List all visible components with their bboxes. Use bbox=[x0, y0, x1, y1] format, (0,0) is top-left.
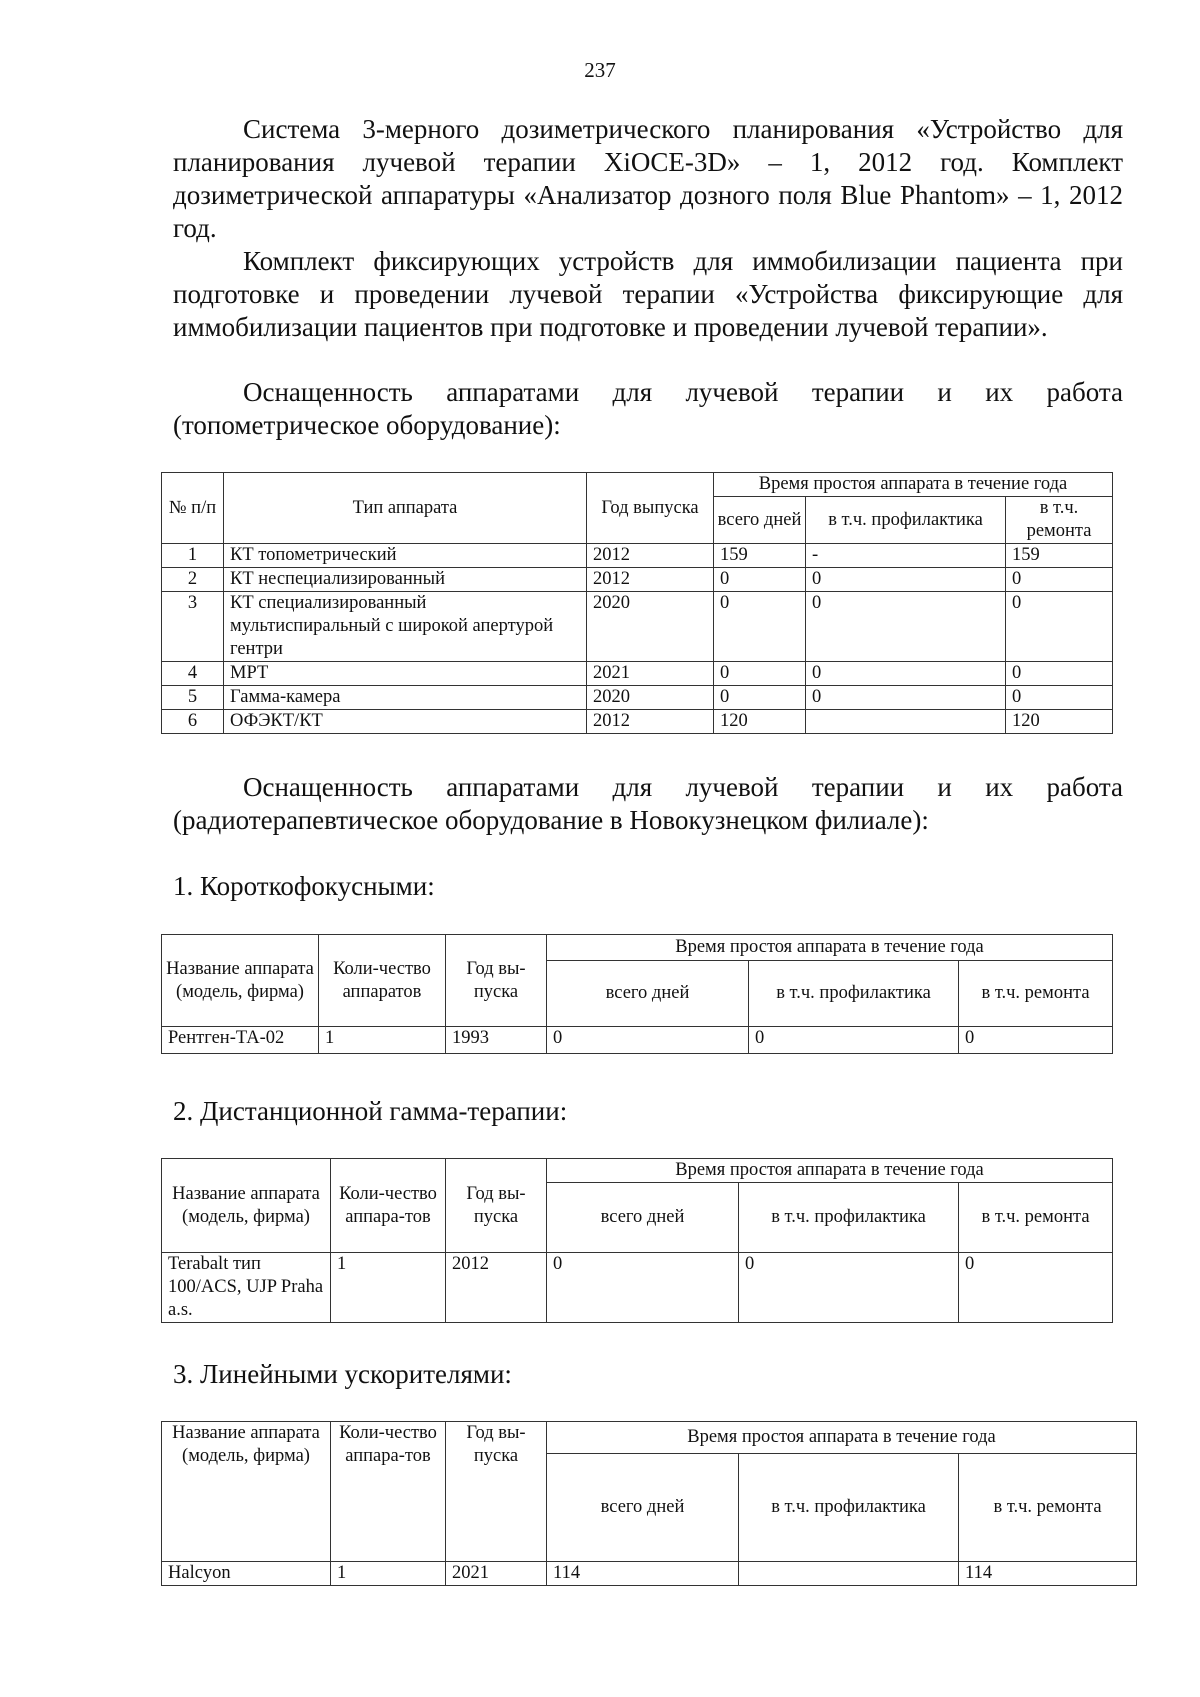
header-repair: в т.ч. ремонта bbox=[959, 1183, 1113, 1253]
cell-repair: 0 bbox=[1006, 592, 1113, 662]
cell-year: 2012 bbox=[587, 710, 714, 734]
header-year: Год вы-пуска bbox=[446, 1159, 547, 1253]
cell-year: 2020 bbox=[587, 686, 714, 710]
cell-repair: 0 bbox=[959, 1253, 1113, 1323]
cell-total: 0 bbox=[714, 592, 806, 662]
cell-prevention: 0 bbox=[806, 592, 1006, 662]
cell-num: 3 bbox=[162, 592, 224, 662]
cell-repair: 0 bbox=[959, 1027, 1113, 1054]
cell-repair: 0 bbox=[1006, 568, 1113, 592]
cell-num: 1 bbox=[162, 544, 224, 568]
table-row bbox=[162, 686, 1113, 710]
cell-prevention bbox=[806, 710, 1006, 734]
cell-prevention: 0 bbox=[739, 1253, 959, 1323]
cell-year: 2021 bbox=[446, 1562, 547, 1586]
header-repair: в т.ч. ремонта bbox=[1006, 497, 1113, 544]
header-prevention: в т.ч. профилактика bbox=[749, 961, 959, 1027]
header-prevention: в т.ч. профилактика bbox=[806, 497, 1006, 544]
cell-num: 5 bbox=[162, 686, 224, 710]
cell-repair: 0 bbox=[1006, 662, 1113, 686]
header-downtime: Время простоя аппарата в течение года bbox=[714, 473, 1113, 497]
paragraph-planning-system: Система 3-мерного дозиметрического планирования «Устройство для планирования лучевой терапии XiOCE-3D» – 1, 2012 год. Комплект дозиметрической аппаратуры «Анализатор дозного поля Blue Phantom» – 1, 2012 год. bbox=[173, 114, 1123, 243]
paragraph-fixation-devices: Комплект фиксирующих устройств для иммобилизации пациента при подготовке и проведении лучевой терапии «Устройства фиксирующие для иммобилизации пациентов при подготовке и проведении лучевой терапии». bbox=[173, 246, 1123, 342]
header-total-days: всего дней bbox=[714, 497, 806, 544]
cell-name: Halcyon bbox=[162, 1562, 331, 1586]
header-total-days: всего дней bbox=[547, 1454, 739, 1562]
table-row bbox=[162, 592, 1113, 662]
header-count: Коли-чество аппара-тов bbox=[331, 1422, 446, 1562]
section-heading-linear-accelerators: 3. Линейными ускорителями: bbox=[173, 1359, 512, 1389]
cell-year: 2012 bbox=[587, 568, 714, 592]
cell-year: 2012 bbox=[446, 1253, 547, 1323]
cell-total: 0 bbox=[547, 1027, 749, 1054]
cell-total: 0 bbox=[714, 662, 806, 686]
cell-repair: 120 bbox=[1006, 710, 1113, 734]
cell-name: Terabalt тип 100/ACS, UJP Praha a.s. bbox=[162, 1253, 331, 1323]
cell-repair: 0 bbox=[1006, 686, 1113, 710]
cell-year: 2020 bbox=[587, 592, 714, 662]
table-row bbox=[162, 710, 1113, 734]
header-count: Коли-чество аппара-тов bbox=[331, 1159, 446, 1253]
cell-repair: 159 bbox=[1006, 544, 1113, 568]
cell-prevention bbox=[739, 1562, 959, 1586]
header-downtime: Время простоя аппарата в течение года bbox=[547, 935, 1113, 961]
table-row bbox=[162, 1253, 1113, 1323]
cell-repair: 114 bbox=[959, 1562, 1137, 1586]
header-total-days: всего дней bbox=[547, 1183, 739, 1253]
header-prevention: в т.ч. профилактика bbox=[739, 1454, 959, 1562]
header-name: Название аппарата (модель, фирма) bbox=[162, 1159, 331, 1253]
cell-total: 114 bbox=[547, 1562, 739, 1586]
table-row bbox=[162, 662, 1113, 686]
header-name: Название аппарата (модель, фирма) bbox=[162, 935, 319, 1027]
cell-prevention: 0 bbox=[806, 662, 1006, 686]
cell-year: 2021 bbox=[587, 662, 714, 686]
header-year: Год вы-пуска bbox=[446, 1422, 547, 1562]
paragraph-radiotherapy-intro: Оснащенность аппаратами для лучевой терапии и их работа (радиотерапевтическое оборудование в Новокузнецком филиале): bbox=[173, 772, 1123, 835]
cell-total: 120 bbox=[714, 710, 806, 734]
page-number: 237 bbox=[584, 58, 616, 82]
cell-type: Гамма-камера bbox=[224, 686, 587, 710]
cell-prevention: 0 bbox=[806, 568, 1006, 592]
table-row bbox=[162, 568, 1113, 592]
short-focus-table bbox=[161, 934, 1113, 1054]
header-type: Тип аппарата bbox=[224, 473, 587, 544]
cell-prevention: 0 bbox=[806, 686, 1006, 710]
header-year: Год вы-пуска bbox=[446, 935, 547, 1027]
cell-total: 0 bbox=[714, 568, 806, 592]
header-total-days: всего дней bbox=[547, 961, 749, 1027]
section-heading-gamma-therapy: 2. Дистанционной гамма-терапии: bbox=[173, 1096, 568, 1126]
cell-total: 159 bbox=[714, 544, 806, 568]
cell-count: 1 bbox=[319, 1027, 446, 1054]
cell-year: 2012 bbox=[587, 544, 714, 568]
cell-type: КТ неспециализированный bbox=[224, 568, 587, 592]
header-prevention: в т.ч. профилактика bbox=[739, 1183, 959, 1253]
cell-total: 0 bbox=[714, 686, 806, 710]
cell-prevention: 0 bbox=[749, 1027, 959, 1054]
header-repair: в т.ч. ремонта bbox=[959, 1454, 1137, 1562]
cell-count: 1 bbox=[331, 1562, 446, 1586]
cell-type: ОФЭКТ/КТ bbox=[224, 710, 587, 734]
paragraph-topometric-intro: Оснащенность аппаратами для лучевой терапии и их работа (топометрическое оборудование): bbox=[173, 377, 1123, 440]
section-heading-short-focus: 1. Короткофокусными: bbox=[173, 871, 435, 901]
header-repair: в т.ч. ремонта bbox=[959, 961, 1113, 1027]
cell-num: 6 bbox=[162, 710, 224, 734]
header-count: Коли-чество аппаратов bbox=[319, 935, 446, 1027]
cell-type: МРТ bbox=[224, 662, 587, 686]
cell-total: 0 bbox=[547, 1253, 739, 1323]
cell-prevention: - bbox=[806, 544, 1006, 568]
cell-year: 1993 bbox=[446, 1027, 547, 1054]
header-downtime: Время простоя аппарата в течение года bbox=[547, 1422, 1137, 1454]
header-year: Год выпуска bbox=[587, 473, 714, 544]
linear-accelerators-table bbox=[161, 1421, 1137, 1586]
topometric-equipment-table bbox=[161, 472, 1113, 734]
header-downtime: Время простоя аппарата в течение года bbox=[547, 1159, 1113, 1183]
cell-num: 2 bbox=[162, 568, 224, 592]
cell-num: 4 bbox=[162, 662, 224, 686]
cell-count: 1 bbox=[331, 1253, 446, 1323]
cell-type: КТ топометрический bbox=[224, 544, 587, 568]
cell-name: Рентген-ТА-02 bbox=[162, 1027, 319, 1054]
gamma-therapy-table bbox=[161, 1158, 1113, 1323]
table-row bbox=[162, 1562, 1137, 1586]
table-row bbox=[162, 544, 1113, 568]
header-num: № п/п bbox=[162, 473, 224, 544]
table-row bbox=[162, 1027, 1113, 1054]
cell-type: КТ специализированный мультиспиральный с широкой апертурой гентри bbox=[224, 592, 587, 662]
header-name: Название аппарата (модель, фирма) bbox=[162, 1422, 331, 1562]
